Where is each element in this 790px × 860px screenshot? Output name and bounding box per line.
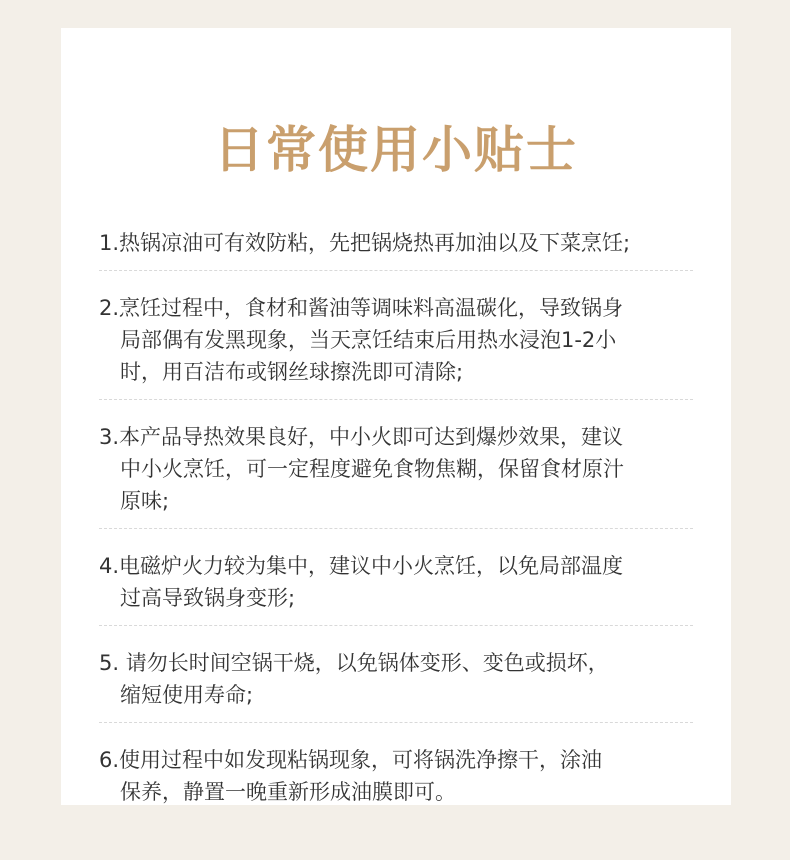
tip-text-line: 4.电磁炉火力较为集中，建议中小火烹饪，以免局部温度	[99, 554, 624, 578]
tip-text-line: 6.使用过程中如发现粘锅现象，可将锅洗净擦干，涂油	[99, 748, 603, 772]
tip-text-line: 过高导致锅身变形;	[120, 586, 296, 610]
tip-item	[99, 723, 693, 819]
tip-text-line: 局部偶有发黑现象，当天烹饪结束后用热水浸泡1-2小	[120, 328, 617, 352]
tip-text-line: 保养，静置一晚重新形成油膜即可。	[120, 780, 456, 804]
tips-list	[99, 206, 693, 819]
tip-text-line: 3.本产品导热效果良好，中小火即可达到爆炒效果，建议	[99, 425, 624, 449]
page-title: 日常使用小贴士	[214, 121, 578, 179]
tip-text-line: 1.热锅凉油可有效防粘，先把锅烧热再加油以及下菜烹饪;	[99, 231, 631, 255]
tip-item	[99, 626, 693, 723]
tip-text-line: 5. 请勿长时间空锅干烧，以免锅体变形、变色或损坏，	[99, 651, 609, 675]
tip-text-line: 2.烹饪过程中，食材和酱油等调味料高温碳化，导致锅身	[99, 296, 624, 320]
tips-card	[61, 28, 731, 805]
tip-item	[99, 206, 693, 271]
tip-item	[99, 271, 693, 400]
tip-text-line: 中小火烹饪，可一定程度避免食物焦糊，保留食材原汁	[120, 457, 624, 481]
tip-text-line: 缩短使用寿命;	[120, 683, 254, 707]
tip-item	[99, 529, 693, 626]
tip-text-line: 时，用百洁布或钢丝球擦洗即可清除;	[120, 360, 464, 384]
tip-item	[99, 400, 693, 529]
tip-text-line: 原味;	[120, 489, 170, 513]
